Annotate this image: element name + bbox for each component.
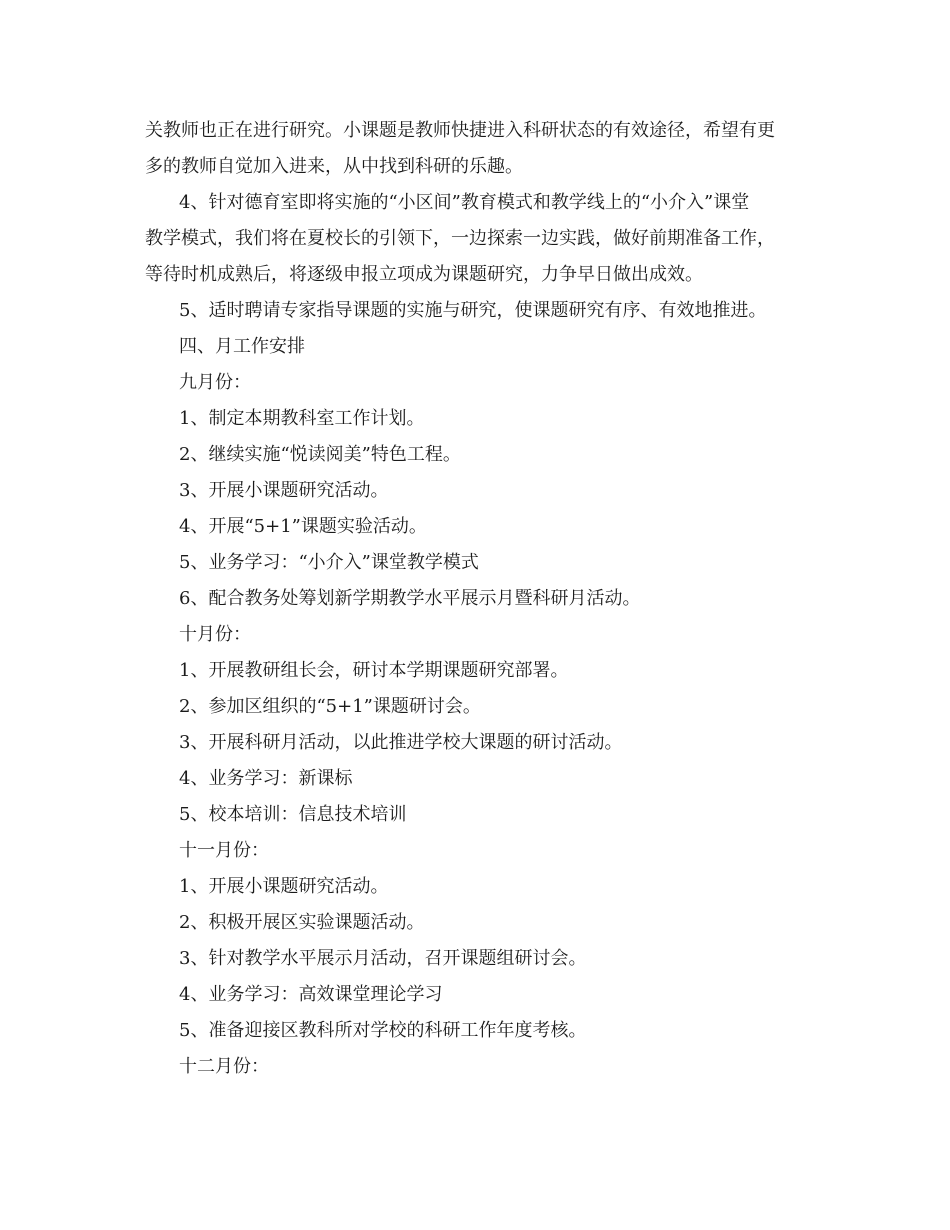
document-line: 关教师也正在进行研究。小课题是教师快捷进入科研状态的有效途径，希望有更 bbox=[145, 120, 775, 141]
document-line: 1、制定本期教科室工作计划。 bbox=[179, 408, 425, 429]
document-line: 四、月工作安排 bbox=[179, 336, 305, 357]
document-line: 2、继续实施“悦读阅美”特色工程。 bbox=[179, 444, 461, 465]
document-line: 十月份： bbox=[179, 624, 251, 645]
document-line: 3、开展小课题研究活动。 bbox=[179, 480, 389, 501]
document-line: 多的教师自觉加入进来，从中找到科研的乐趣。 bbox=[145, 156, 523, 177]
document-line: 6、配合教务处筹划新学期教学水平展示月暨科研月活动。 bbox=[179, 588, 641, 609]
document-line: 九月份： bbox=[179, 372, 251, 393]
document-line: 1、开展小课题研究活动。 bbox=[179, 876, 389, 897]
document-line: 5、准备迎接区教科所对学校的科研工作年度考核。 bbox=[179, 1020, 587, 1041]
document-line: 等待时机成熟后，将逐级申报立项成为课题研究，力争早日做出成效。 bbox=[145, 264, 703, 285]
document-line: 4、针对德育室即将实施的“小区间”教育模式和教学线上的“小介入”课堂 bbox=[179, 192, 750, 213]
document-line: 十二月份： bbox=[179, 1056, 269, 1077]
document-line: 2、参加区组织的“5+1”课题研讨会。 bbox=[179, 696, 481, 717]
document-line: 教学模式，我们将在夏校长的引领下，一边探索一边实践，做好前期准备工作， bbox=[145, 228, 775, 249]
document-line: 3、开展科研月活动，以此推进学校大课题的研讨活动。 bbox=[179, 732, 623, 753]
document-line: 5、适时聘请专家指导课题的实施与研究，使课题研究有序、有效地推进。 bbox=[179, 300, 767, 321]
document-line: 十一月份： bbox=[179, 840, 269, 861]
document-line: 5、校本培训：信息技术培训 bbox=[179, 804, 407, 825]
document-line: 4、业务学习：新课标 bbox=[179, 768, 353, 789]
document-line: 4、开展“5+1”课题实验活动。 bbox=[179, 516, 427, 537]
document-line: 3、针对教学水平展示月活动，召开课题组研讨会。 bbox=[179, 948, 587, 969]
document-line: 4、业务学习：高效课堂理论学习 bbox=[179, 984, 443, 1005]
document-line: 1、开展教研组长会，研讨本学期课题研究部署。 bbox=[179, 660, 569, 681]
document-line: 2、积极开展区实验课题活动。 bbox=[179, 912, 425, 933]
document-line: 5、业务学习：“小介入”课堂教学模式 bbox=[179, 552, 479, 573]
document-body bbox=[145, 113, 815, 1085]
